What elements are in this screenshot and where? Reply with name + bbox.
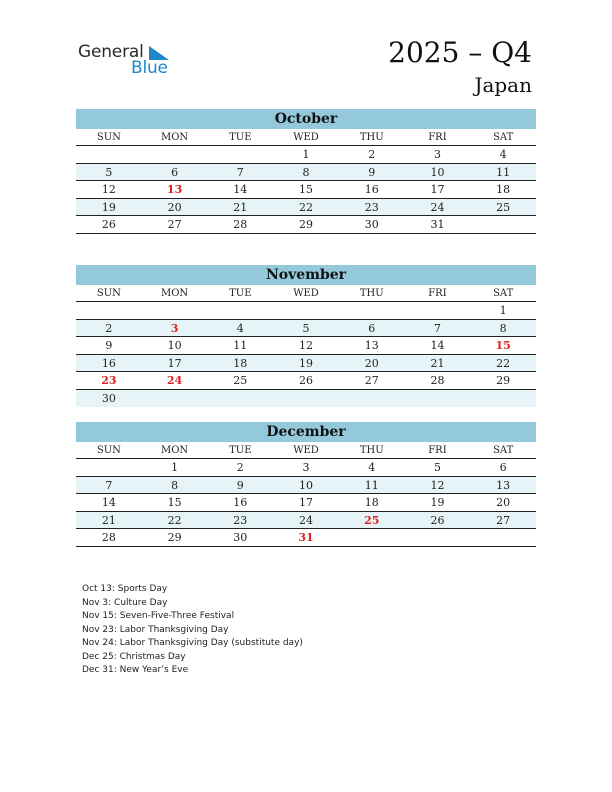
day-cell: 17 bbox=[167, 356, 182, 370]
weekday-sat: SAT bbox=[493, 288, 514, 299]
day-cell: 27 bbox=[364, 374, 379, 387]
empty-day-cell bbox=[405, 529, 471, 546]
day-cell: 9 bbox=[105, 339, 113, 352]
holiday-day-cell: 24 bbox=[166, 374, 183, 387]
day-cell: 19 bbox=[299, 356, 314, 370]
day-cell: 17 bbox=[430, 183, 445, 196]
month-title: November bbox=[76, 265, 536, 285]
empty-day-cell bbox=[405, 390, 471, 408]
empty-day-cell bbox=[142, 146, 208, 163]
day-cell: 14 bbox=[233, 183, 248, 196]
day-cell: 20 bbox=[496, 496, 511, 509]
holiday-entry: Nov 23: Labor Thanksgiving Day bbox=[82, 624, 229, 635]
day-cell: 8 bbox=[171, 478, 179, 492]
day-cell: 23 bbox=[233, 513, 248, 527]
country-name: Japan bbox=[474, 73, 532, 97]
weekday-thu: THU bbox=[359, 445, 384, 456]
day-cell: 21 bbox=[101, 513, 116, 527]
empty-day-cell bbox=[207, 390, 273, 408]
weeks bbox=[76, 302, 536, 407]
day-cell: 30 bbox=[101, 391, 116, 405]
day-cell: 20 bbox=[167, 200, 182, 214]
empty-day-cell bbox=[142, 302, 208, 319]
holiday-entry: Nov 24: Labor Thanksgiving Day (substitute day) bbox=[82, 638, 303, 648]
weekday-thu: THU bbox=[359, 132, 384, 143]
empty-day-cell bbox=[142, 390, 208, 408]
week-row bbox=[76, 477, 536, 495]
day-cell: 12 bbox=[101, 183, 116, 196]
empty-day-cell bbox=[470, 216, 536, 233]
weekday-header bbox=[76, 129, 536, 146]
day-cell: 12 bbox=[430, 478, 445, 492]
weekday-wed: WED bbox=[293, 445, 319, 456]
day-cell: 29 bbox=[496, 374, 511, 387]
weekday-fri: FRI bbox=[428, 132, 447, 143]
day-cell: 4 bbox=[236, 321, 244, 335]
empty-day-cell bbox=[405, 302, 471, 319]
holiday-day-cell: 31 bbox=[298, 531, 314, 544]
day-cell: 7 bbox=[105, 478, 113, 492]
day-cell: 26 bbox=[101, 218, 116, 231]
week-row bbox=[76, 302, 536, 320]
week-row bbox=[76, 529, 536, 547]
week-row bbox=[76, 164, 536, 182]
weekday-sun: SUN bbox=[96, 445, 121, 456]
day-cell: 22 bbox=[496, 356, 511, 370]
weekday-sat: SAT bbox=[493, 445, 514, 456]
week-row bbox=[76, 494, 536, 512]
weekday-tue: TUE bbox=[229, 445, 252, 456]
day-cell: 15 bbox=[167, 496, 182, 509]
logo-text-general: General bbox=[78, 42, 144, 62]
day-cell: 20 bbox=[364, 356, 379, 370]
day-cell: 10 bbox=[299, 478, 314, 492]
weekday-wed: WED bbox=[293, 132, 319, 143]
day-cell: 8 bbox=[499, 321, 507, 335]
day-cell: 10 bbox=[430, 165, 445, 179]
empty-day-cell bbox=[470, 529, 536, 546]
day-cell: 12 bbox=[299, 339, 314, 352]
weekday-mon: MON bbox=[160, 132, 189, 143]
day-cell: 16 bbox=[233, 496, 248, 509]
day-cell: 11 bbox=[496, 165, 511, 179]
empty-day-cell bbox=[339, 529, 405, 546]
week-row bbox=[76, 512, 536, 530]
day-cell: 2 bbox=[368, 148, 376, 161]
day-cell: 5 bbox=[105, 165, 113, 179]
day-cell: 5 bbox=[433, 461, 441, 474]
weekday-sun: SUN bbox=[96, 288, 121, 299]
day-cell: 27 bbox=[167, 218, 182, 231]
day-cell: 2 bbox=[105, 321, 113, 335]
quarter-title: 2025 – Q4 bbox=[388, 36, 532, 69]
day-cell: 6 bbox=[368, 321, 376, 335]
day-cell: 16 bbox=[101, 356, 116, 370]
day-cell: 14 bbox=[430, 339, 445, 352]
week-row bbox=[76, 372, 536, 390]
day-cell: 13 bbox=[364, 339, 379, 352]
week-row bbox=[76, 146, 536, 164]
day-cell: 17 bbox=[299, 496, 314, 509]
day-cell: 30 bbox=[233, 531, 248, 544]
holiday-entry: Nov 3: Culture Day bbox=[82, 597, 168, 608]
day-cell: 1 bbox=[171, 461, 179, 474]
month-october bbox=[76, 109, 536, 234]
holiday-day-cell: 3 bbox=[170, 321, 179, 335]
day-cell: 4 bbox=[499, 148, 507, 161]
day-cell: 19 bbox=[430, 496, 445, 509]
holiday-list bbox=[82, 583, 303, 678]
weeks bbox=[76, 146, 536, 234]
day-cell: 2 bbox=[236, 461, 244, 474]
weekday-header bbox=[76, 285, 536, 302]
day-cell: 22 bbox=[299, 200, 314, 214]
day-cell: 4 bbox=[368, 461, 376, 474]
empty-day-cell bbox=[76, 459, 142, 476]
day-cell: 25 bbox=[496, 200, 511, 214]
weekday-fri: FRI bbox=[428, 445, 447, 456]
day-cell: 22 bbox=[167, 513, 182, 527]
empty-day-cell bbox=[76, 146, 142, 163]
month-december bbox=[76, 422, 536, 547]
weekday-header bbox=[76, 442, 536, 459]
holiday-day-cell: 23 bbox=[101, 374, 117, 387]
weekday-sat: SAT bbox=[493, 132, 514, 143]
day-cell: 7 bbox=[236, 165, 244, 179]
day-cell: 25 bbox=[233, 374, 248, 387]
month-title: December bbox=[76, 422, 536, 442]
empty-day-cell bbox=[339, 302, 405, 319]
day-cell: 11 bbox=[233, 339, 248, 352]
month-november bbox=[76, 265, 536, 407]
day-cell: 29 bbox=[167, 531, 182, 544]
day-cell: 26 bbox=[299, 374, 314, 387]
day-cell: 6 bbox=[171, 165, 179, 179]
day-cell: 18 bbox=[233, 356, 248, 370]
generalblue-logo bbox=[78, 42, 178, 82]
day-cell: 1 bbox=[302, 148, 310, 161]
day-cell: 9 bbox=[368, 165, 376, 179]
day-cell: 24 bbox=[430, 200, 445, 214]
day-cell: 9 bbox=[236, 478, 244, 492]
month-title: October bbox=[76, 109, 536, 129]
week-row bbox=[76, 199, 536, 217]
holiday-day-cell: 25 bbox=[364, 513, 380, 527]
day-cell: 14 bbox=[101, 496, 116, 509]
day-cell: 3 bbox=[433, 148, 441, 161]
day-cell: 23 bbox=[364, 200, 379, 214]
holiday-entry: Nov 15: Seven-Five-Three Festival bbox=[82, 611, 235, 621]
day-cell: 27 bbox=[496, 513, 511, 527]
day-cell: 28 bbox=[430, 374, 445, 387]
empty-day-cell bbox=[339, 390, 405, 408]
day-cell: 31 bbox=[430, 218, 445, 231]
week-row bbox=[76, 320, 536, 338]
day-cell: 11 bbox=[364, 478, 379, 492]
week-row bbox=[76, 216, 536, 234]
logo-text-blue: Blue bbox=[131, 58, 168, 78]
holiday-entry: Dec 31: New Year’s Eve bbox=[82, 665, 189, 675]
day-cell: 21 bbox=[233, 200, 248, 214]
day-cell: 29 bbox=[299, 218, 314, 231]
weekday-thu: THU bbox=[359, 288, 384, 299]
weekday-tue: TUE bbox=[229, 132, 252, 143]
day-cell: 13 bbox=[496, 478, 511, 492]
weekday-mon: MON bbox=[160, 288, 189, 299]
empty-day-cell bbox=[273, 302, 339, 319]
empty-day-cell bbox=[76, 302, 142, 319]
holiday-day-cell: 15 bbox=[495, 339, 511, 352]
day-cell: 6 bbox=[499, 461, 507, 474]
holiday-entry: Dec 25: Christmas Day bbox=[82, 651, 186, 662]
week-row bbox=[76, 390, 536, 408]
day-cell: 16 bbox=[364, 183, 379, 196]
day-cell: 26 bbox=[430, 513, 445, 527]
weekday-tue: TUE bbox=[229, 288, 252, 299]
day-cell: 7 bbox=[433, 321, 441, 335]
week-row bbox=[76, 459, 536, 477]
week-row bbox=[76, 355, 536, 373]
weekday-sun: SUN bbox=[96, 132, 121, 143]
day-cell: 10 bbox=[167, 339, 182, 352]
day-cell: 8 bbox=[302, 165, 310, 179]
weekday-fri: FRI bbox=[428, 288, 447, 299]
day-cell: 24 bbox=[299, 513, 314, 527]
holiday-entry: Oct 13: Sports Day bbox=[82, 584, 168, 594]
empty-day-cell bbox=[207, 302, 273, 319]
week-row bbox=[76, 181, 536, 199]
day-cell: 30 bbox=[364, 218, 379, 231]
empty-day-cell bbox=[470, 390, 536, 408]
day-cell: 28 bbox=[233, 218, 248, 231]
weeks bbox=[76, 459, 536, 547]
day-cell: 28 bbox=[101, 531, 116, 544]
day-cell: 21 bbox=[430, 356, 445, 370]
weekday-wed: WED bbox=[293, 288, 319, 299]
weekday-mon: MON bbox=[160, 445, 189, 456]
day-cell: 18 bbox=[364, 496, 379, 509]
day-cell: 5 bbox=[302, 321, 310, 335]
empty-day-cell bbox=[207, 146, 273, 163]
day-cell: 15 bbox=[299, 183, 314, 196]
empty-day-cell bbox=[273, 390, 339, 408]
week-row bbox=[76, 337, 536, 355]
holiday-day-cell: 13 bbox=[166, 183, 183, 196]
day-cell: 18 bbox=[496, 183, 511, 196]
day-cell: 19 bbox=[101, 200, 116, 214]
day-cell: 1 bbox=[499, 304, 507, 317]
day-cell: 3 bbox=[302, 461, 310, 474]
